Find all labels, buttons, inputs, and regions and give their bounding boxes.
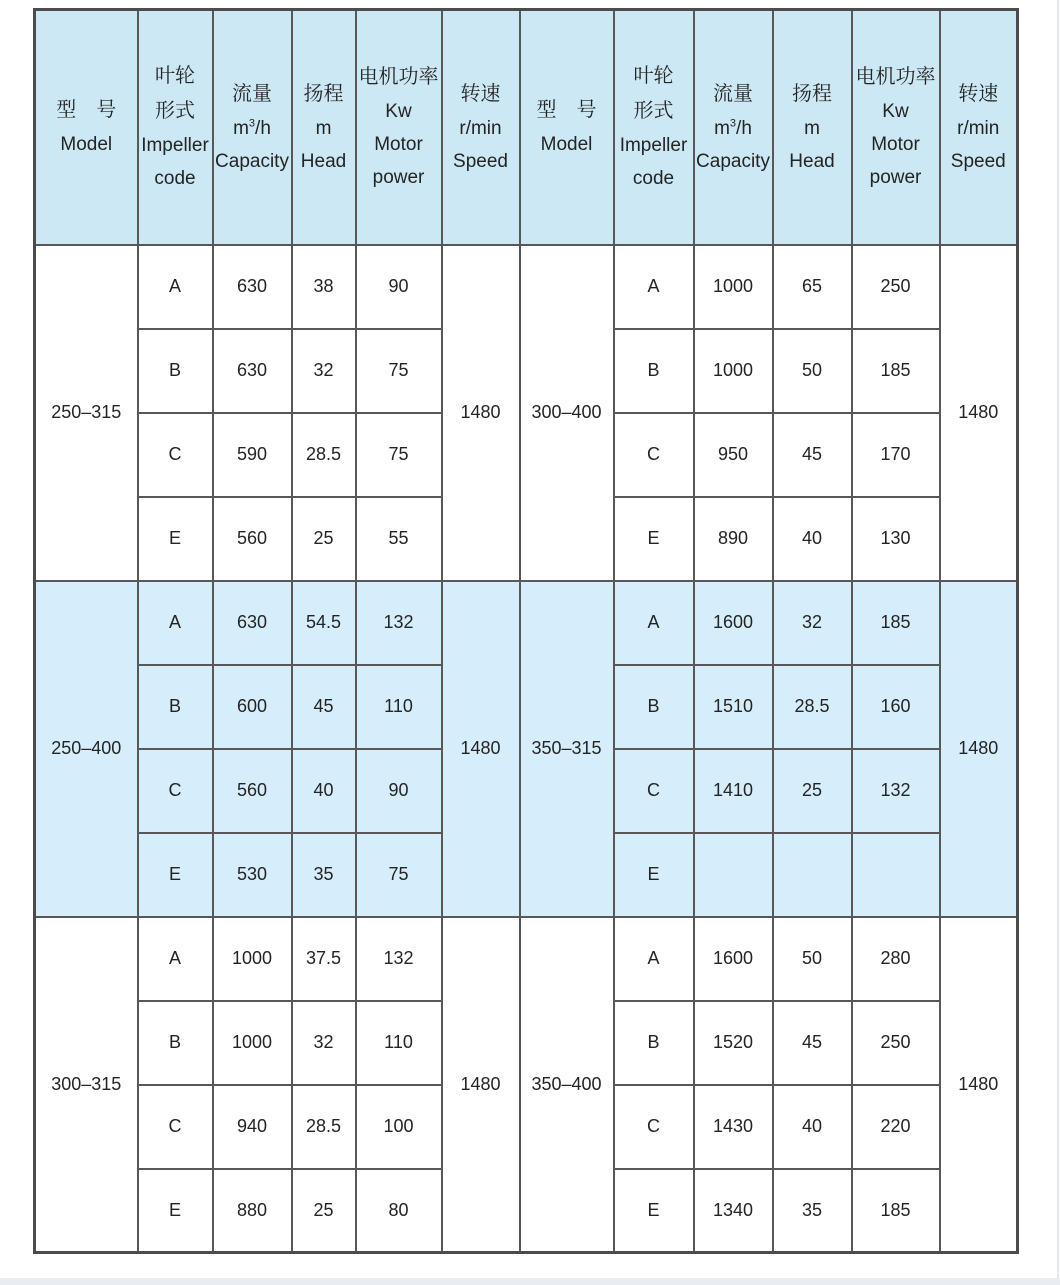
impeller-code-cell: C (614, 1085, 694, 1169)
capacity-unit: $m^3/h$ (714, 117, 752, 139)
header-model-left (35, 10, 138, 245)
header-model-right: 型 号 Model (520, 10, 614, 245)
capacity-cell: 880 (213, 1169, 292, 1253)
speed-cell: 1480 (442, 581, 520, 917)
head-cell: 35 (773, 1169, 852, 1253)
power-cell: 280 (852, 917, 940, 1001)
head-cell: 45 (292, 665, 356, 749)
head-cell: 40 (773, 1085, 852, 1169)
capacity-cell: 1600 (694, 581, 773, 665)
head-cell: 37.5 (292, 917, 356, 1001)
power-cell: 130 (852, 497, 940, 581)
spec-row (35, 581, 1018, 665)
head-cell (773, 833, 852, 917)
power-cell: 132 (356, 581, 442, 665)
header-impeller-right: 叶轮 形式 Impeller code (614, 10, 694, 245)
power-cell: 90 (356, 245, 442, 329)
model-cell: 350–315 (520, 581, 614, 917)
header-capacity-right: 流量 $m^3/h$ Capacity (694, 10, 773, 245)
capacity-unit: $m^3/h$ (233, 117, 271, 139)
impeller-code-cell: E (614, 1169, 694, 1253)
power-cell: 132 (356, 917, 442, 1001)
capacity-cell: 630 (213, 581, 292, 665)
header-model-en: Model (60, 134, 113, 156)
impeller-code-cell: A (138, 581, 213, 665)
capacity-cell: 1340 (694, 1169, 773, 1253)
capacity-cell: 560 (213, 749, 292, 833)
impeller-code-cell: B (138, 665, 213, 749)
impeller-code-cell: C (138, 749, 213, 833)
power-cell: 220 (852, 1085, 940, 1169)
power-cell: 185 (852, 1169, 940, 1253)
capacity-cell: 630 (213, 245, 292, 329)
impeller-code-cell: A (614, 245, 694, 329)
power-cell: 80 (356, 1169, 442, 1253)
capacity-cell: 950 (694, 413, 773, 497)
power-cell (852, 833, 940, 917)
impeller-code-cell: B (138, 329, 213, 413)
head-cell: 50 (773, 917, 852, 1001)
head-cell: 65 (773, 245, 852, 329)
impeller-code-cell: A (138, 917, 213, 1001)
header-head-right: 扬程 m Head (773, 10, 852, 245)
impeller-code-cell: E (138, 1169, 213, 1253)
capacity-cell: 1000 (213, 917, 292, 1001)
speed-cell: 1480 (442, 245, 520, 581)
capacity-cell: 1600 (694, 917, 773, 1001)
capacity-cell: 1000 (694, 245, 773, 329)
capacity-cell: 530 (213, 833, 292, 917)
impeller-code-cell: A (138, 245, 213, 329)
page-bottom-strip (0, 1278, 1060, 1285)
head-cell: 35 (292, 833, 356, 917)
impeller-code-cell: A (614, 581, 694, 665)
capacity-cell: 1410 (694, 749, 773, 833)
capacity-cell: 600 (213, 665, 292, 749)
capacity-cell: 560 (213, 497, 292, 581)
capacity-cell: 1510 (694, 665, 773, 749)
head-cell: 25 (292, 497, 356, 581)
impeller-code-cell: B (614, 665, 694, 749)
model-cell: 350–400 (520, 917, 614, 1253)
impeller-code-cell: E (138, 497, 213, 581)
power-cell: 75 (356, 413, 442, 497)
capacity-cell: 590 (213, 413, 292, 497)
capacity-cell: 1000 (694, 329, 773, 413)
power-cell: 160 (852, 665, 940, 749)
head-cell: 28.5 (773, 665, 852, 749)
model-cell: 250–400 (35, 581, 138, 917)
head-cell: 32 (292, 329, 356, 413)
speed-cell: 1480 (940, 917, 1018, 1253)
impeller-code-cell: C (614, 413, 694, 497)
impeller-code-cell: B (614, 1001, 694, 1085)
table-header-row (35, 10, 1018, 245)
power-cell: 55 (356, 497, 442, 581)
head-cell: 54.5 (292, 581, 356, 665)
head-cell: 50 (773, 329, 852, 413)
impeller-code-cell: E (614, 833, 694, 917)
model-cell: 250–315 (35, 245, 138, 581)
capacity-cell: 890 (694, 497, 773, 581)
speed-cell: 1480 (940, 245, 1018, 581)
header-head-left: 扬程 m Head (292, 10, 356, 245)
power-cell: 132 (852, 749, 940, 833)
speed-cell: 1480 (940, 581, 1018, 917)
impeller-code-cell: C (138, 413, 213, 497)
impeller-code-cell: C (138, 1085, 213, 1169)
head-cell: 32 (773, 581, 852, 665)
header-speed-right: 转速 r/min Speed (940, 10, 1018, 245)
capacity-cell: 630 (213, 329, 292, 413)
head-cell: 38 (292, 245, 356, 329)
power-cell: 250 (852, 245, 940, 329)
pump-spec-table (33, 8, 1019, 1254)
impeller-code-cell: A (614, 917, 694, 1001)
capacity-cell (694, 833, 773, 917)
spec-row (35, 917, 1018, 1001)
spec-row (35, 245, 1018, 329)
page-right-edge-line (1057, 0, 1059, 1285)
head-cell: 32 (292, 1001, 356, 1085)
power-cell: 110 (356, 665, 442, 749)
impeller-code-cell: B (614, 329, 694, 413)
power-cell: 75 (356, 329, 442, 413)
header-impeller-left: 叶轮 形式 Impeller code (138, 10, 213, 245)
power-cell: 75 (356, 833, 442, 917)
speed-cell: 1480 (442, 917, 520, 1253)
power-cell: 250 (852, 1001, 940, 1085)
head-cell: 40 (292, 749, 356, 833)
capacity-cell: 1430 (694, 1085, 773, 1169)
impeller-code-cell: C (614, 749, 694, 833)
model-cell: 300–400 (520, 245, 614, 581)
power-cell: 170 (852, 413, 940, 497)
head-cell: 40 (773, 497, 852, 581)
head-cell: 25 (773, 749, 852, 833)
capacity-cell: 1520 (694, 1001, 773, 1085)
power-cell: 110 (356, 1001, 442, 1085)
header-power-left: 电机功率 Kw Motor power (356, 10, 442, 245)
capacity-cell: 1000 (213, 1001, 292, 1085)
power-cell: 100 (356, 1085, 442, 1169)
impeller-code-cell: B (138, 1001, 213, 1085)
header-model-zh: 型 号 (56, 99, 117, 122)
head-cell: 28.5 (292, 1085, 356, 1169)
header-speed-left: 转速 r/min Speed (442, 10, 520, 245)
model-cell: 300–315 (35, 917, 138, 1253)
power-cell: 90 (356, 749, 442, 833)
header-capacity-left: 流量 $m^3/h$ Capacity (213, 10, 292, 245)
impeller-code-cell: E (138, 833, 213, 917)
head-cell: 45 (773, 413, 852, 497)
head-cell: 45 (773, 1001, 852, 1085)
capacity-cell: 940 (213, 1085, 292, 1169)
power-cell: 185 (852, 329, 940, 413)
head-cell: 25 (292, 1169, 356, 1253)
power-cell: 185 (852, 581, 940, 665)
head-cell: 28.5 (292, 413, 356, 497)
header-power-right: 电机功率 Kw Motor power (852, 10, 940, 245)
impeller-code-cell: E (614, 497, 694, 581)
